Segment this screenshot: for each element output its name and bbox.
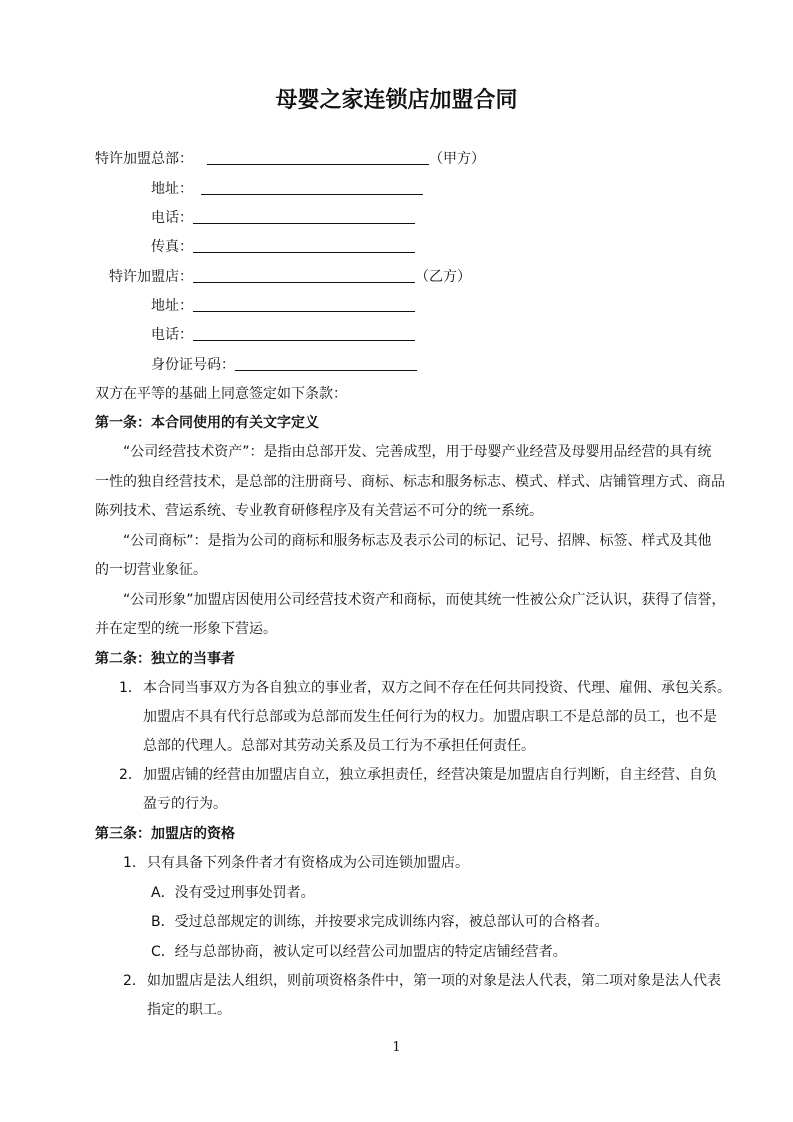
article3-item2-line2: 指定的职工。 [147, 1002, 231, 1018]
address-label: 地址： [151, 181, 193, 197]
phone2-row [151, 325, 415, 345]
article1-heading: 第一条：本合同使用的有关文字定义 [95, 415, 319, 431]
article3-item1-number: 1． [123, 855, 146, 871]
address-row [151, 179, 423, 199]
article1-p2-line1: “公司商标”：是指为公司的商标和服务标志及表示公司的标记、记号、招牌、标签、样式及其他 [123, 533, 712, 549]
id-row [151, 355, 417, 375]
article3-sub-c: C．经与总部协商，被认定可以经营公司加盟店的特定店铺经营者。 [151, 944, 567, 960]
phone2-label: 电话： [151, 327, 193, 343]
article2-item1-line2: 加盟店不具有代行总部或为总部而发生任何行为的权力。加盟店职工不是总部的员工，也不是 [143, 709, 717, 725]
phone-blank[interactable] [193, 209, 415, 224]
id-label: 身份证号码： [151, 357, 235, 373]
franchisor-label: 特许加盟总部： [95, 151, 193, 167]
article1-p1-line1: “公司经营技术资产”：是指由总部开发、完善成型，用于母婴产业经营及母婴用品经营的具有统 [123, 444, 712, 460]
franchisor-row [95, 149, 485, 169]
article2-item2-line1: 加盟店铺的经营由加盟店自立，独立承担责任，经营决策是加盟店自行判断，自主经营、自负 [143, 767, 717, 783]
article2-heading: 第二条：独立的当事者 [95, 651, 235, 667]
party-b-suffix: （乙方） [415, 269, 471, 285]
article1-p2-line2: 的一切营业象征。 [95, 562, 207, 578]
article2-item2-number: 2． [119, 767, 142, 783]
article2-item1-line3: 总部的代理人。总部对其劳动关系及员工行为不承担任何责任。 [143, 738, 535, 754]
franchisor-blank[interactable] [207, 150, 429, 165]
article1-p1-line3: 陈列技术、营运系统、专业教育研修程序及有关营运不可分的统一系统。 [95, 503, 543, 519]
franchisee-blank[interactable] [193, 268, 415, 283]
article1-p3-line1: “公司形象”加盟店因使用公司经营技术资产和商标，而使其统一性被公众广泛认识，获得了信誉， [123, 592, 726, 608]
document-title: 母婴之家连锁店加盟合同 [275, 88, 518, 113]
fax-row [151, 237, 415, 257]
article3-heading: 第三条：加盟店的资格 [95, 826, 235, 842]
franchisee-label: 特许加盟店： [109, 269, 193, 285]
article3-sub-a: A．没有受过刑事处罚者。 [151, 885, 315, 901]
fax-label: 传真： [151, 239, 193, 255]
party-a-suffix: （甲方） [429, 151, 485, 167]
fax-blank[interactable] [193, 238, 415, 253]
article1-p3-line2: 并在定型的统一形象下营运。 [95, 621, 277, 637]
phone2-blank[interactable] [193, 326, 415, 341]
id-blank[interactable] [235, 356, 417, 371]
article3-item2-line1: 如加盟店是法人组织，则前项资格条件中，第一项的对象是法人代表，第二项对象是法人代表 [147, 973, 721, 989]
article2-item1-number: 1． [119, 680, 142, 696]
franchisee-row [109, 267, 471, 287]
address2-label: 地址： [151, 298, 193, 314]
intro-text: 双方在平等的基础上同意签定如下条款： [95, 386, 347, 402]
article1-p1-line2: 一性的独自经营技术，是总部的注册商号、商标、标志和服务标志、模式、样式、店铺管理方式、商品 [95, 474, 725, 490]
page-number: 1 [392, 1040, 401, 1055]
address2-blank[interactable] [193, 297, 415, 312]
article3-item1-text: 只有具备下列条件者才有资格成为公司连锁加盟店。 [147, 855, 469, 871]
phone-label: 电话： [151, 210, 193, 226]
article2-item1-line1: 本合同当事双方为各自独立的事业者，双方之间不存在任何共同投资、代理、雇佣、承包关系。 [143, 680, 731, 696]
address-blank[interactable] [201, 180, 423, 195]
article3-item2-number: 2． [123, 973, 146, 989]
phone-row [151, 208, 415, 228]
article2-item2-line2: 盈亏的行为。 [143, 796, 227, 812]
address2-row [151, 296, 415, 316]
article3-sub-b: B．受过总部规定的训练，并按要求完成训练内容，被总部认可的合格者。 [151, 914, 609, 930]
